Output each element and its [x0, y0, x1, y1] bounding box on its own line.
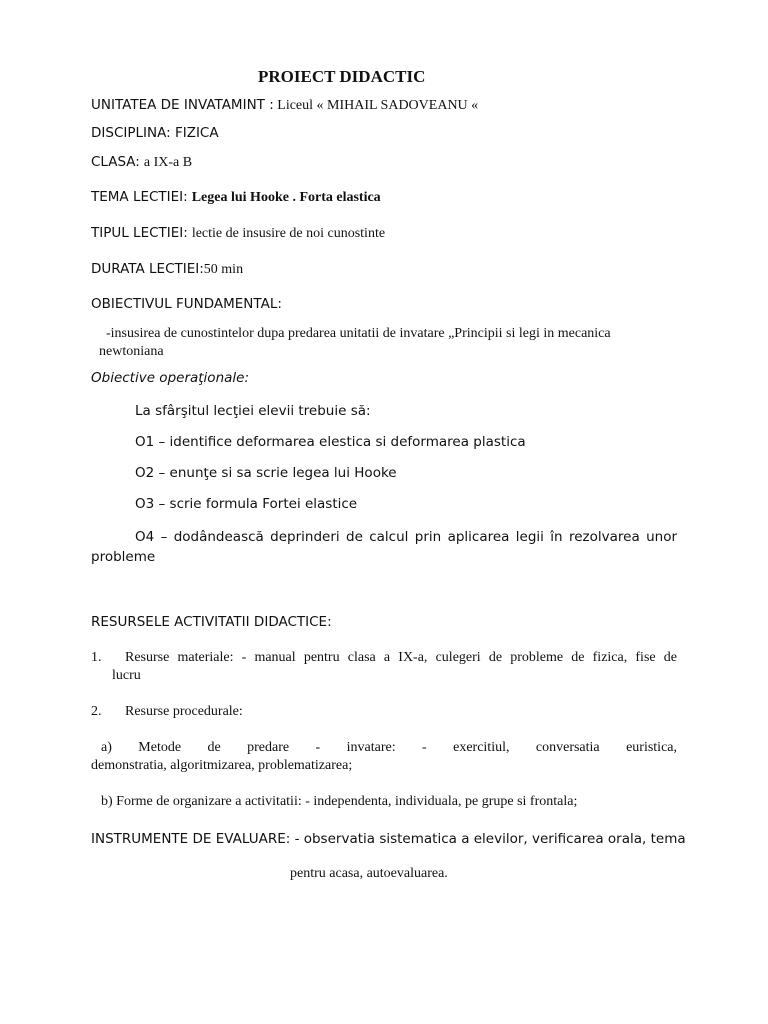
instrumente-line1-text: INSTRUMENTE DE EVALUARE: - observatia sistematica a elevilor, verificarea orala, tema: [91, 831, 686, 847]
obiective-operationale-heading: Obiective operaţionale:: [91, 370, 249, 386]
clasa-label: CLASA:: [91, 154, 140, 170]
objective-o4-line1: O4 – dodândească deprinderi de calcul prin aplicarea legii în rezolvarea unor: [135, 529, 677, 545]
objective-o1: O1 – identifice deformarea elestica si deformarea plastica: [135, 434, 526, 450]
instrumente-line1: [91, 830, 686, 848]
disciplina-line: [91, 125, 219, 141]
clasa-line: [91, 153, 192, 171]
tema-line: [91, 188, 381, 206]
resurse-a-line1: a) Metode de predare - invatare: - exercitiul, conversatia euristica,: [101, 740, 677, 755]
tipul-value: lectie de insusire de noi cunostinte: [191, 226, 386, 241]
resurse-item1-line2: lucru: [112, 668, 141, 683]
resurse-heading: RESURSELE ACTIVITATII DIDACTICE:: [91, 614, 332, 630]
disciplina-value: FIZICA: [174, 125, 219, 141]
tipul-label: TIPUL LECTIEI:: [91, 225, 188, 241]
clasa-value: a IX-a B: [143, 155, 193, 170]
resurse-a-line2: demonstratia, algoritmizarea, problematizarea;: [91, 758, 353, 773]
resurse-item1-line1: Resurse materiale: - manual pentru clasa a IX-a, culegeri de probleme de fizica, fise de: [125, 650, 677, 665]
objective-o4-line2: probleme: [91, 549, 156, 565]
tema-value: Legea lui Hooke . Forta elastica: [191, 190, 381, 205]
resurse-item2-text: Resurse procedurale:: [125, 704, 243, 719]
tema-label: TEMA LECTIEI:: [91, 189, 188, 205]
obiective-intro: La sfârşitul lecţiei elevii trebuie să:: [135, 403, 371, 419]
unitatea-value: Liceul « MIHAIL SADOVEANU «: [277, 98, 479, 113]
objective-o3: O3 – scrie formula Fortei elastice: [135, 496, 358, 512]
obiectiv-fundamental-line1: -insusirea de cunostintelor dupa predarea unitatii de invatare „Principii si legi in mecanica: [106, 326, 611, 341]
durata-label: DURATA LECTIEI:: [91, 261, 204, 277]
durata-line: [91, 260, 243, 278]
unitatea-line: [91, 97, 478, 114]
resurse-item2-number: 2.: [91, 704, 102, 719]
objective-o2: O2 – enunţe si sa scrie legea lui Hooke: [135, 465, 397, 481]
tipul-line: [91, 224, 385, 242]
page-title: PROIECT DIDACTIC: [258, 67, 426, 86]
resurse-b-text: b) Forme de organizare a activitatii: - independenta, individuala, pe grupe si frontala;: [101, 794, 578, 809]
obiectiv-fundamental-line2: newtoniana: [99, 344, 164, 359]
instrumente-line2: pentru acasa, autoevaluarea.: [290, 866, 448, 881]
durata-value: 50 min: [203, 262, 244, 277]
disciplina-label: DISCIPLINA:: [91, 125, 171, 141]
resurse-item1-number: 1.: [91, 650, 102, 665]
unitatea-label: UNITATEA DE INVATAMINT :: [91, 97, 274, 113]
obiectiv-fundamental-label: OBIECTIVUL FUNDAMENTAL:: [91, 296, 282, 312]
